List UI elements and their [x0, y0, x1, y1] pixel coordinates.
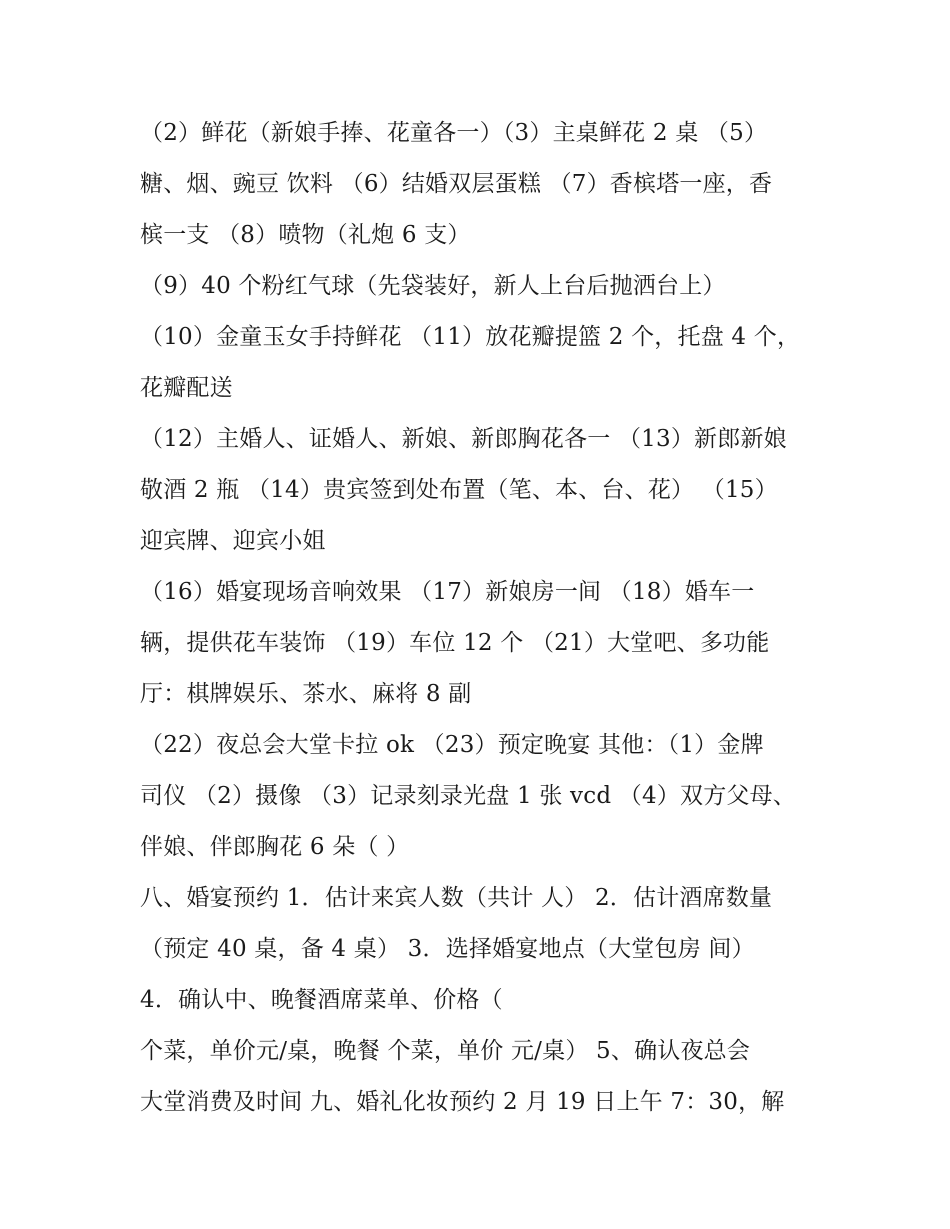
- text-line: （12）主婚人、证婚人、新娘、新郎胸花各一 （13）新郎新娘: [140, 426, 787, 452]
- text-line: 4．确认中、晚餐酒席菜单、价格（: [140, 987, 503, 1013]
- text-line: 敬酒 2 瓶 （14）贵宾签到处布置（笔、本、台、花） （15）: [140, 477, 778, 503]
- text-line: 迎宾牌、迎宾小姐: [140, 528, 326, 554]
- text-line: 花瓣配送: [140, 375, 233, 401]
- text-line: 糖、烟、豌豆 饮料 （6）结婚双层蛋糕 （7）香槟塔一座，香: [140, 171, 773, 197]
- text-line: （16）婚宴现场音响效果 （17）新娘房一间 （18）婚车一: [140, 579, 755, 605]
- text-line: （10）金童玉女手持鲜花 （11）放花瓣提篮 2 个，托盘 4 个，: [140, 324, 801, 350]
- text-line: （预定 40 桌，备 4 桌） 3．选择婚宴地点（大堂包房 间）: [140, 936, 755, 962]
- text-line: 辆，提供花车装饰 （19）车位 12 个 （21）大堂吧、多功能: [140, 630, 770, 656]
- text-line: 司仪 （2）摄像 （3）记录刻录光盘 1 张 vcd （4）双方父母、: [140, 783, 796, 809]
- text-line: （2）鲜花（新娘手捧、花童各一）（3）主桌鲜花 2 桌 （5）: [140, 120, 768, 146]
- document-body: [140, 108, 820, 1128]
- text-line: 厅：棋牌娱乐、茶水、麻将 8 副: [140, 681, 472, 707]
- text-line: 个菜，单价元/桌，晚餐 个菜，单价 元/桌） 5、确认夜总会: [140, 1038, 751, 1064]
- text-line: 槟一支 （8）喷物（礼炮 6 支）: [140, 222, 471, 248]
- text-line: 八、婚宴预约 1．估计来宾人数（共计 人） 2．估计酒席数量: [140, 885, 773, 911]
- text-line: （9）40 个粉红气球（先袋装好，新人上台后抛洒台上）: [140, 273, 726, 299]
- text-line: 大堂消费及时间 九、婚礼化妆预约 2 月 19 日上午 7：30，解: [140, 1089, 785, 1115]
- text-line: （22）夜总会大堂卡拉 ok （23）预定晚宴 其他：（1）金牌: [140, 732, 764, 758]
- text-line: 伴娘、伴郎胸花 6 朵（ ）: [140, 834, 410, 860]
